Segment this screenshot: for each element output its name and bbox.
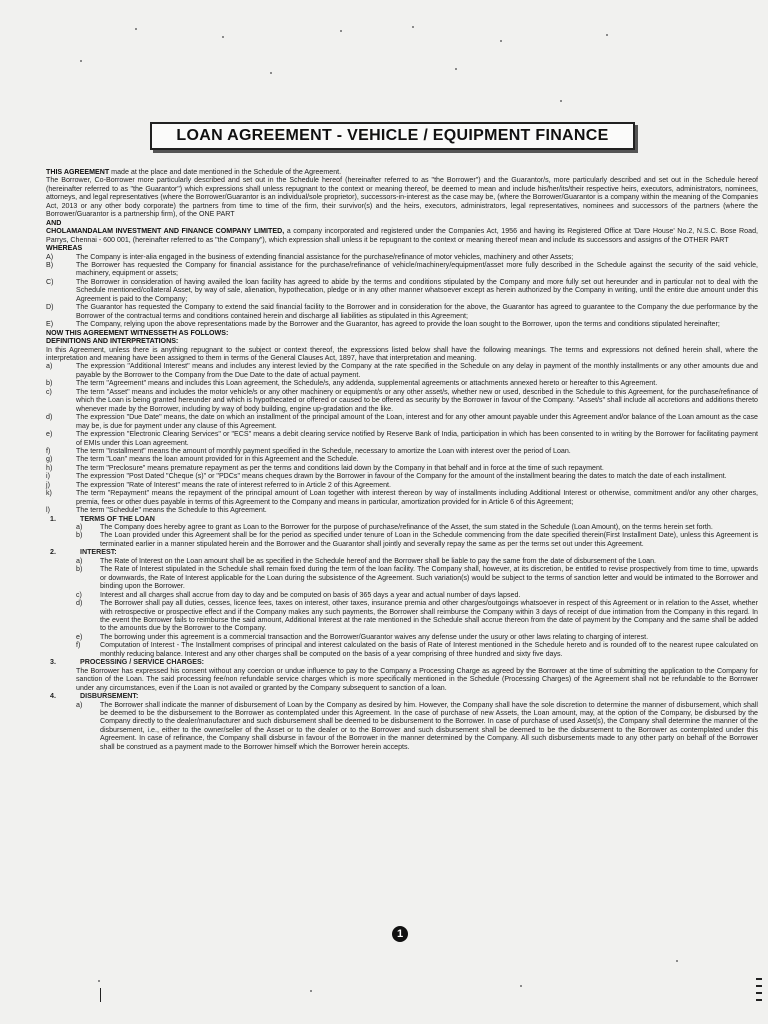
whereas-item-label: C) <box>46 277 54 286</box>
section-item-label: b) <box>76 531 83 540</box>
scan-mark <box>100 988 101 1002</box>
section-item-label: c) <box>76 590 82 599</box>
section-item-text: Interest and all charges shall accrue from day to day and be computed on basis of 365 days a year and actual number of days lapsed. <box>100 590 521 599</box>
section-item <box>46 531 758 548</box>
definition-item <box>46 379 758 387</box>
definitions-heading: DEFINITIONS AND INTERPRETATIONS: <box>46 337 179 346</box>
section-item-text: The Borrower shall pay all duties, cesses, licence fees, taxes on interest, other taxes, insurance premia and other charges/outgoings whatsoever in respect of this Agreement or in relation to the Asset, whether with retrospective or prospective effect and if the Company makes any such payments, the Borrower shall reimburse the Company within 3 days of receipt of due intimation from the Company in this regard. In the event the Borrower fails to reimburse the said amount, Additional Interest at the rate mentioned in the Schedule shall accrue thereon from the date of payment by the Company and the same shall be added to the amounts due by the Borrower to the Company. <box>100 599 758 633</box>
scan-speck <box>455 68 457 70</box>
scan-speck <box>560 100 562 102</box>
section-title: TERMS OF THE LOAN <box>80 514 155 523</box>
scan-speck <box>340 30 342 32</box>
scan-speck <box>310 990 312 992</box>
definition-item-label: c) <box>46 387 52 396</box>
definition-item-label: f) <box>46 446 51 455</box>
company-text: a company incorporated and registered under the Companies Act, 1956 and having its Registered Office at 'Dare House' No.2, N.S.C. Bose Road, Parrys, Chennai - 600 001, (hereinafter referred to as "the Company"), which expression shall unless it be repugnant to the context or meaning thereof mean and include its successors and assigns of the OTHER PART <box>46 227 758 244</box>
scan-mark <box>756 999 762 1001</box>
section-item <box>46 565 758 590</box>
section-item-text: The Rate of Interest on the Loan amount shall be as specified in the Schedule hereof and the Borrower shall be liable to pay the same from the date of disbursement of the Loan. <box>100 556 657 565</box>
intro-text: made at the place and date mentioned in the Schedule of the Agreement. <box>109 168 342 176</box>
section-item-label: d) <box>76 599 83 608</box>
intro-bold: THIS AGREEMENT <box>46 168 110 176</box>
definition-item <box>46 430 758 447</box>
section-item <box>46 557 758 565</box>
section-item-text: The borrowing under this agreement is a commercial transaction and the Borrower/Guarantor waives any defense under the usury or other laws relating to charging of interest. <box>100 632 649 641</box>
definition-item-text: The term "Agreement" means and includes this Loan agreement, the Schedule/s, any addenda, supplemental agreements or attachments annexed hereto or hereafter to this Agreement. <box>76 379 658 388</box>
whereas-item <box>46 303 758 320</box>
section-item-text: The Borrower shall indicate the manner of disbursement of Loan by the Company as desired by him. However, the Company shall have the sole discretion to determine the manner of disbursement, which shall be deemed to be the disbursement to the Borrower as contemplated under this Agreement. In the case of purchase of new Assets, the Loan amount, may, at the option of the Company, be disbursed by the Company directly to the dealer/manufacturer and such disbursement shall be deemed to be disbursement to the Borrower. In case of purchase of used Asset(s), the Company shall determine the manner of the disbursement, i.e., either to the owner/seller of the Asset or to the dealer or to the Borrower and such disbursement shall be deemed to be the disbursement to the Borrower as contemplated under this Agreement. In case of refinance, the Company shall disburse in favour of the Borrower in the manner determined by the Company. All such disbursements made to any other party on behalf of the Borrower shall be construed as a payment made to the Borrower himself which the Borrower herein accepts. <box>100 700 758 751</box>
scan-mark <box>756 978 762 980</box>
section-item-label: a) <box>76 700 83 709</box>
company-paragraph <box>46 227 758 244</box>
definition-item-label: d) <box>46 413 53 422</box>
definition-item-label: i) <box>46 472 50 481</box>
scan-speck <box>520 985 522 987</box>
section-number: 2. <box>50 548 56 557</box>
section-heading <box>46 658 758 666</box>
scan-speck <box>98 980 100 982</box>
scan-mark <box>756 992 762 994</box>
definition-item <box>46 455 758 463</box>
definition-item-text: The term "Asset" means and includes the motor vehicle/s or any other machinery or equipment/s or any other asset/s, whether new or used, described in the Schedule to this Agreement, for the purchase/refinance of which the Loan is being granted hereunder and which is hypothecated or offered or caused to be offered as security by the Borrower in favour of the Company. "Asset/s" shall include all accretions and additions thereto whenever made by the Borrower, including by way of body building, engine up-gradation and the like. <box>76 387 758 413</box>
section-title: INTEREST: <box>80 548 117 557</box>
document-title: LOAN AGREEMENT - VEHICLE / EQUIPMENT FINANCE <box>150 122 635 150</box>
scan-speck <box>270 72 272 74</box>
scan-speck <box>222 36 224 38</box>
definition-item-label: e) <box>46 430 53 439</box>
whereas-item-text: The Borrower has requested the Company for financial assistance for the purchase/refinance of vehicle/machinery/equipment/asset more fully described in the Schedule against the security of the said vehicle, machinery, equipment or assets; <box>76 260 758 278</box>
definition-item-label: g) <box>46 455 53 464</box>
section-item-label: b) <box>76 565 83 574</box>
section-item-label: a) <box>76 523 83 532</box>
definition-item-label: j) <box>46 480 50 489</box>
definition-item <box>46 464 758 472</box>
definition-item <box>46 413 758 430</box>
scan-speck <box>135 28 137 30</box>
whereas-item-text: The Company, relying upon the above representations made by the Borrower and the Guarantor, has agreed to provide the loan sought to the Borrower, upon the terms and conditions stipulated hereinafter; <box>76 320 720 329</box>
section-item-label: a) <box>76 556 83 565</box>
section-heading <box>46 515 758 523</box>
definition-item-label: b) <box>46 379 53 388</box>
and-label: AND <box>46 218 62 227</box>
whereas-item <box>46 253 758 261</box>
definition-item <box>46 362 758 379</box>
whereas-item <box>46 320 758 328</box>
section-heading <box>46 692 758 700</box>
definition-item-text: The expression "Post Dated "Cheque (s)" or "PDCs" means cheques drawn by the Borrower in favour of the Company for the amount of the installment bearing the dates to match the date of each installment. <box>76 472 727 481</box>
scan-speck <box>80 60 82 62</box>
definition-item-text: The term "Loan" means the loan amount provided for in this Agreement and the Schedule. <box>76 455 359 464</box>
definitions-intro: In this Agreement, unless there is anything repugnant to the subject or context thereof, the expressions listed below shall have the following meanings. The terms and expressions not defined herein shall, where the interpretation and meaning have been assigned to them in terms of the General Clauses Act, 1897, have that interpretation and meaning. <box>46 345 758 362</box>
whereas-item-text: The Company is inter-alia engaged in the business of extending financial assistance for the purchase/refinance of motor vehicles, machinery and other Assets; <box>76 252 574 261</box>
definition-item <box>46 481 758 489</box>
whereas-item <box>46 261 758 278</box>
definition-item <box>46 506 758 514</box>
definition-item-text: The expression "Additional Interest" means and includes any interest levied by the Company at the rate specified in the Schedule on any delay in payment of the monthly installments or any other amounts due and payable by the Borrower to the Company from the Due Date to the date of actual payment. <box>76 362 758 379</box>
section-item <box>46 599 758 633</box>
agreement-body <box>46 168 758 751</box>
definition-item-label: l) <box>46 506 50 515</box>
scan-speck <box>606 34 608 36</box>
section-item <box>46 523 758 531</box>
definition-item-text: The expression "Electronic Clearing Services" or "ECS" means a debit clearing service notified by Reserve Bank of India, participation in which has been consented to in writing by the Borrower for facilitating payment of EMIs under this Loan agreement. <box>76 430 758 447</box>
definition-item-label: h) <box>46 463 53 472</box>
whereas-item-label: E) <box>46 320 54 329</box>
witnesseth-heading: NOW THIS AGREEMENT WITNESSETH AS FOLLOWS: <box>46 328 229 337</box>
definition-item-text: The expression "Due Date" means, the date on which an installment of the principal amount of the Loan, interest and for any other amount payable under this Agreement and/or balance of the Loan amount as the case may be, is due for payment under any clause of this Agreement. <box>76 413 758 430</box>
section-number: 3. <box>50 658 56 667</box>
section-heading <box>46 548 758 556</box>
whereas-item-text: The Guarantor has requested the Company to extend the said financial facility to the Borrower and in consideration for the above, the Guarantor has agreed to guarantee to the Company the due performance by the Borrower of the contractual terms and conditions contained herein and discharge all liabilities as stipulated in this Agreement; <box>76 303 758 320</box>
whereas-item-label: A) <box>46 252 54 261</box>
definition-item-text: The term "Repayment" means the repayment of the principal amount of Loan together with interest thereon by way of installments including Additional Interest or otherwise, commitment and/or any other charges, premia, fees or other dues payable in terms of this Agreement to the Company and means in particular, amortization provided for in Article 6 of this Agreement; <box>76 489 758 506</box>
definition-item-text: The term "Preclosure" means premature repayment as per the terms and conditions laid down by the Company in that behalf and in force at the time of such repayment. <box>76 463 604 472</box>
section-item <box>46 701 758 752</box>
intro-paragraph <box>46 168 758 176</box>
definition-item <box>46 388 758 413</box>
definition-item-text: The term "Schedule" means the Schedule to this Agreement. <box>76 506 267 515</box>
section-title: DISBURSEMENT: <box>80 692 139 701</box>
whereas-item-text: The Borrower in consideration of having availed the loan facility has agreed to abide by the terms and conditions stipulated by the Company and more fully set out hereunder and in particular not to deal with the Schedule mentioned/collateral Asset, by way of sale, alienation, hypothecation, pledge or in any other manner whatsoever except as herein authorized by the Company in writing, until the entire due amount under this Agreement is paid to the Company; <box>76 277 758 303</box>
definition-item-text: The expression "Rate of Interest" means the rate of interest referred to in Article 2 of this Agreement. <box>76 480 391 489</box>
scan-speck <box>412 26 414 28</box>
section-item-label: f) <box>76 641 81 650</box>
section-item <box>46 591 758 599</box>
whereas-item <box>46 278 758 303</box>
section-number: 1. <box>50 514 56 523</box>
whereas-item-label: B) <box>46 260 54 269</box>
whereas-label: WHEREAS <box>46 244 83 253</box>
section-item <box>46 641 758 658</box>
section-item-text: The Company does hereby agree to grant as Loan to the Borrower for the purpose of purchase/refinance of the Asset, the sum stated in the Schedule (Loan Amount), on the terms herein set forth. <box>100 523 713 532</box>
scan-speck <box>676 960 678 962</box>
scan-speck <box>500 40 502 42</box>
definition-item <box>46 472 758 480</box>
whereas-item-label: D) <box>46 303 54 312</box>
intro-text: The Borrower, Co-Borrower more particularly described and set out in the Schedule hereof (hereinafter referred to as "the Borrower") and the Guarantor/s, more particularly described and set out in the Schedule hereof (hereinafter referred to as "the Guarantor") which expressions shall unless repugnant to the context or meaning thereof, be deemed to mean and include his/her/its/their respective heirs, executors, administrators, nominees, attorneys, and legal representatives (where the Borrower/Guarantor is an individual/sole proprietor), successors-in-interest as the case may be, (where the Borrower/Guarantor is a company within the meaning of the Companies Act, 2013 or any other body corporate) the partners from time to time of the firm, their survivor(s) and the heirs, executors, administrators, legal representatives, nominees and successors of the partners (where the Borrower/Guarantor is a partnership firm), of the ONE PART <box>46 176 758 219</box>
definition-item-label: a) <box>46 362 53 371</box>
section-item-text: The Rate of Interest stipulated in the Schedule shall remain fixed during the term of the loan facility. The Company shall, however, at its discretion, be entitled to revise prospectively from time to time, upwards or downwards, the Rate of Interest applicable for the Loan during the subsistence of the Agreement. Such variation(s) would be subject to the terms of sanction letter and would be intimated to the Borrower and binding upon the Borrower. <box>100 565 758 591</box>
definition-item-text: The term "Installment" means the amount of monthly payment specified in the Schedule, necessary to amortize the Loan with interest over the period of Loan. <box>76 446 571 455</box>
company-name: CHOLAMANDALAM INVESTMENT AND FINANCE COMPANY LIMITED, <box>46 227 285 236</box>
definition-item <box>46 489 758 506</box>
definition-item <box>46 447 758 455</box>
section-item <box>46 633 758 641</box>
scan-mark <box>756 985 762 987</box>
section-item-text: The Loan provided under this Agreement shall be for the period as specified under tenure of Loan in the Schedule commencing from the date specified therein(First Installment Date), unless this Agreement is terminated earlier in a manner stipulated herein and the Borrower and the Guarantor shall jointly and severally repay the same as per the terms set out under this Agreement. <box>100 531 758 548</box>
intro-paragraph <box>46 176 758 218</box>
section-body: The Borrower has expressed his consent without any coercion or undue influence to pay to the Company a Processing Charge as agreed by the Borrower at the time of submitting the application to the Company for sanction of the Loan. The said processing fee/non refundable service charges which is more specifically mentioned in the Schedule (Processing Charges) of the Agreement shall not be refundable to the Borrower under any circumstances, even if the Loan is not availed or granted by the Company subsequent to sanction of a loan. <box>76 666 758 692</box>
section-number: 4. <box>50 692 56 701</box>
definition-item-label: k) <box>46 489 52 498</box>
section-item-label: e) <box>76 632 83 641</box>
page-number: 1 <box>392 926 408 942</box>
section-item-text: Computation of Interest - The Installment comprises of principal and interest calculated on the basis of Rate of Interest mentioned in the Schedule hereto and is rounded off to the nearest rupee calculated on monthly reducing balance. Interest and any other charges shall be computed on the basis of a year comprising of three hundred and sixty five days. <box>100 641 758 658</box>
section-title: PROCESSING / SERVICE CHARGES: <box>80 658 205 667</box>
